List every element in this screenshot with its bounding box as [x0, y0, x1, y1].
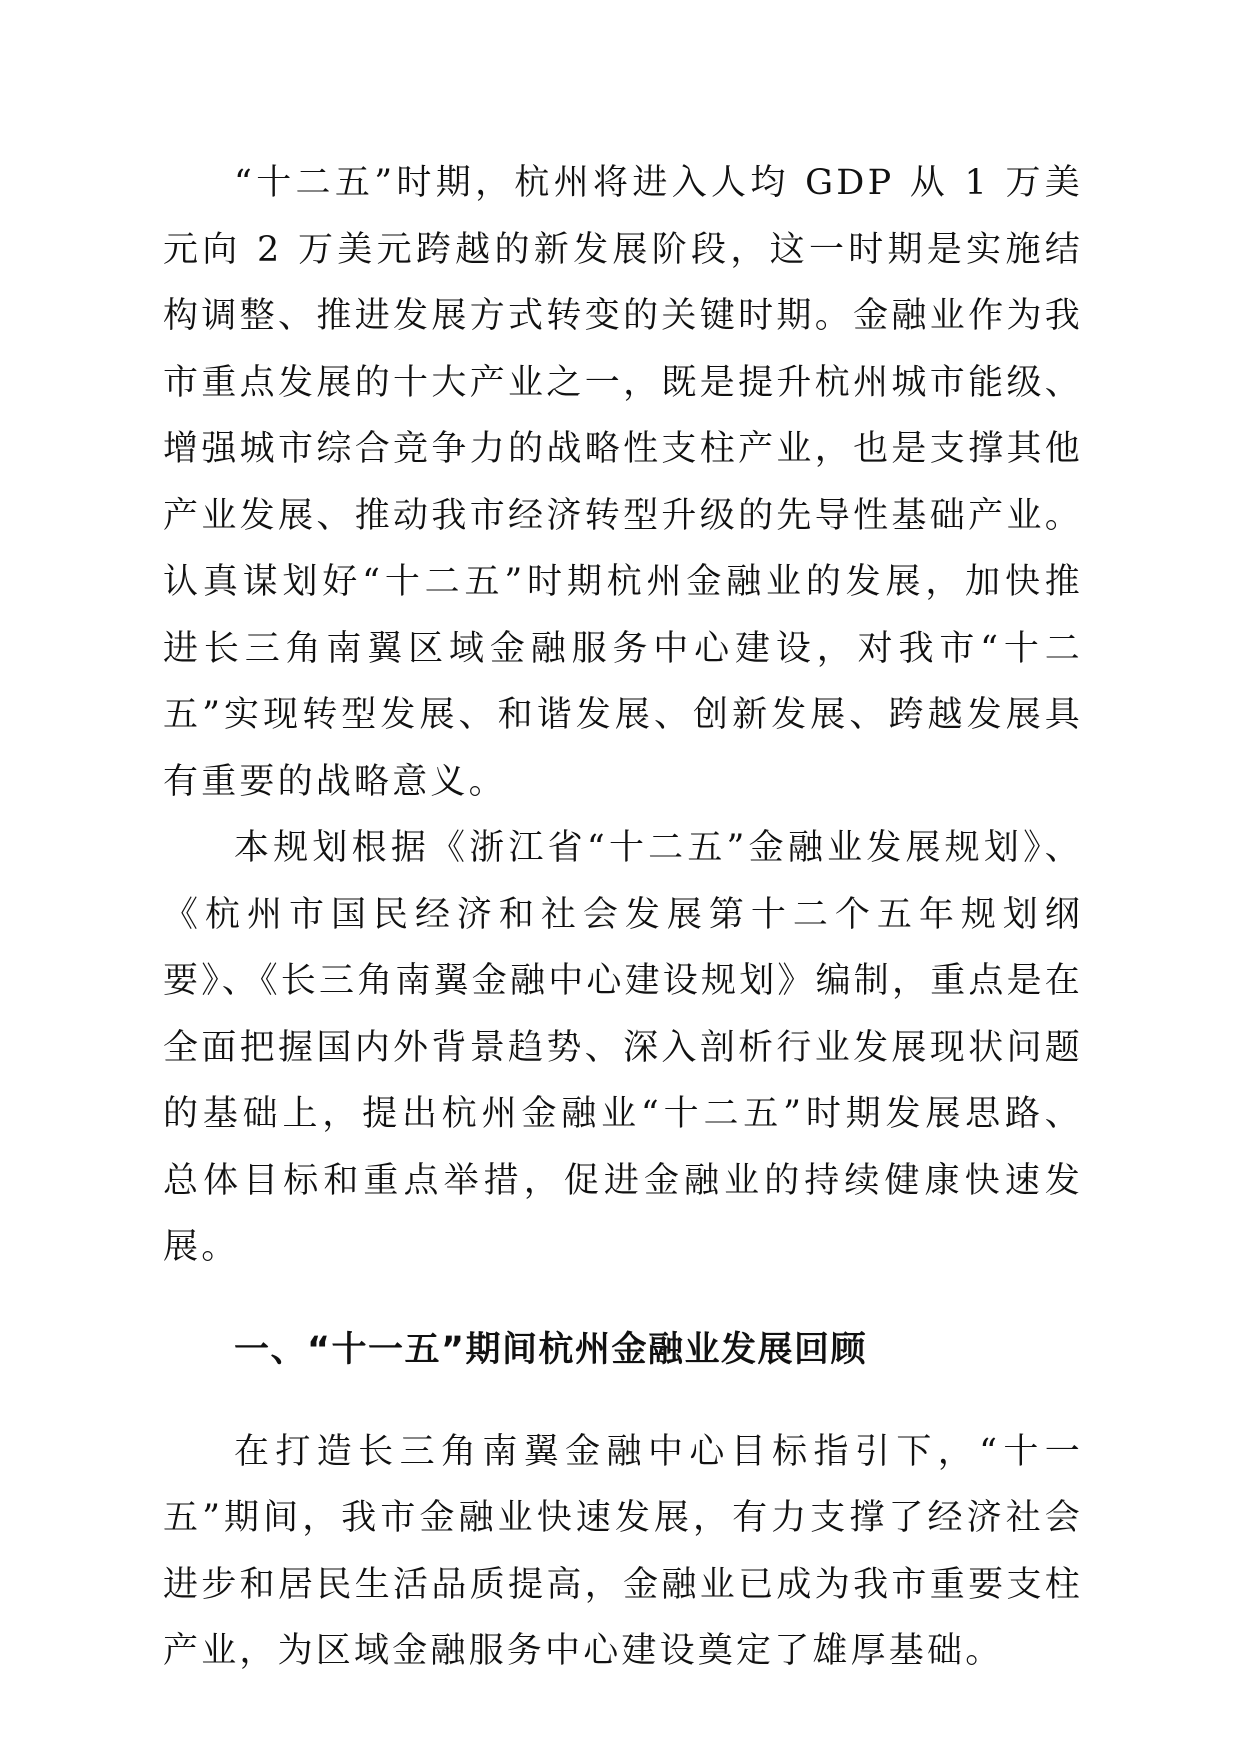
section-heading: 一、“十一五”期间杭州金融业发展回顾	[234, 1329, 868, 1370]
basis-paragraph: 本规划根据《浙江省“十二五”金融业发展规划》、《杭州市国民经济和社会发展第十二个五年规划纲要》、《长三角南翼金融中心建设规划》编制，重点是在全面把握国内外背景趋势、深入剖析行业发展现状问题的基础上，提出杭州金融业“十二五”时期发展思路、总体目标和重点举措，促进金融业的持续健康快速发展。	[163, 828, 1084, 1267]
section-paragraph: 在打造长三角南翼金融中心目标指引下，“十一五”期间，我市金融业快速发展，有力支撑了经济社会进步和居民生活品质提高，金融业已成为我市重要支柱产业，为区域金融服务中心建设奠定了雄厚基础。	[163, 1431, 1083, 1671]
intro-paragraph: “十二五”时期，杭州将进入人均 GDP 从 1 万美元向 2 万美元跨越的新发展阶段，这一时期是实施结构调整、推进发展方式转变的关键时期。金融业作为我市重点发展的十大产业之一，既是提升杭州城市能级、增强城市综合竞争力的战略性支柱产业，也是支撑其他产业发展、推动我市经济转型升级的先导性基础产业。认真谋划好“十二五”时期杭州金融业的发展，加快推进长三角南翼区域金融服务中心建设，对我市“十二五”实现转型发展、和谐发展、创新发展、跨越发展具有重要的战略意义。	[163, 163, 1083, 802]
document-page	[163, 150, 1083, 1685]
